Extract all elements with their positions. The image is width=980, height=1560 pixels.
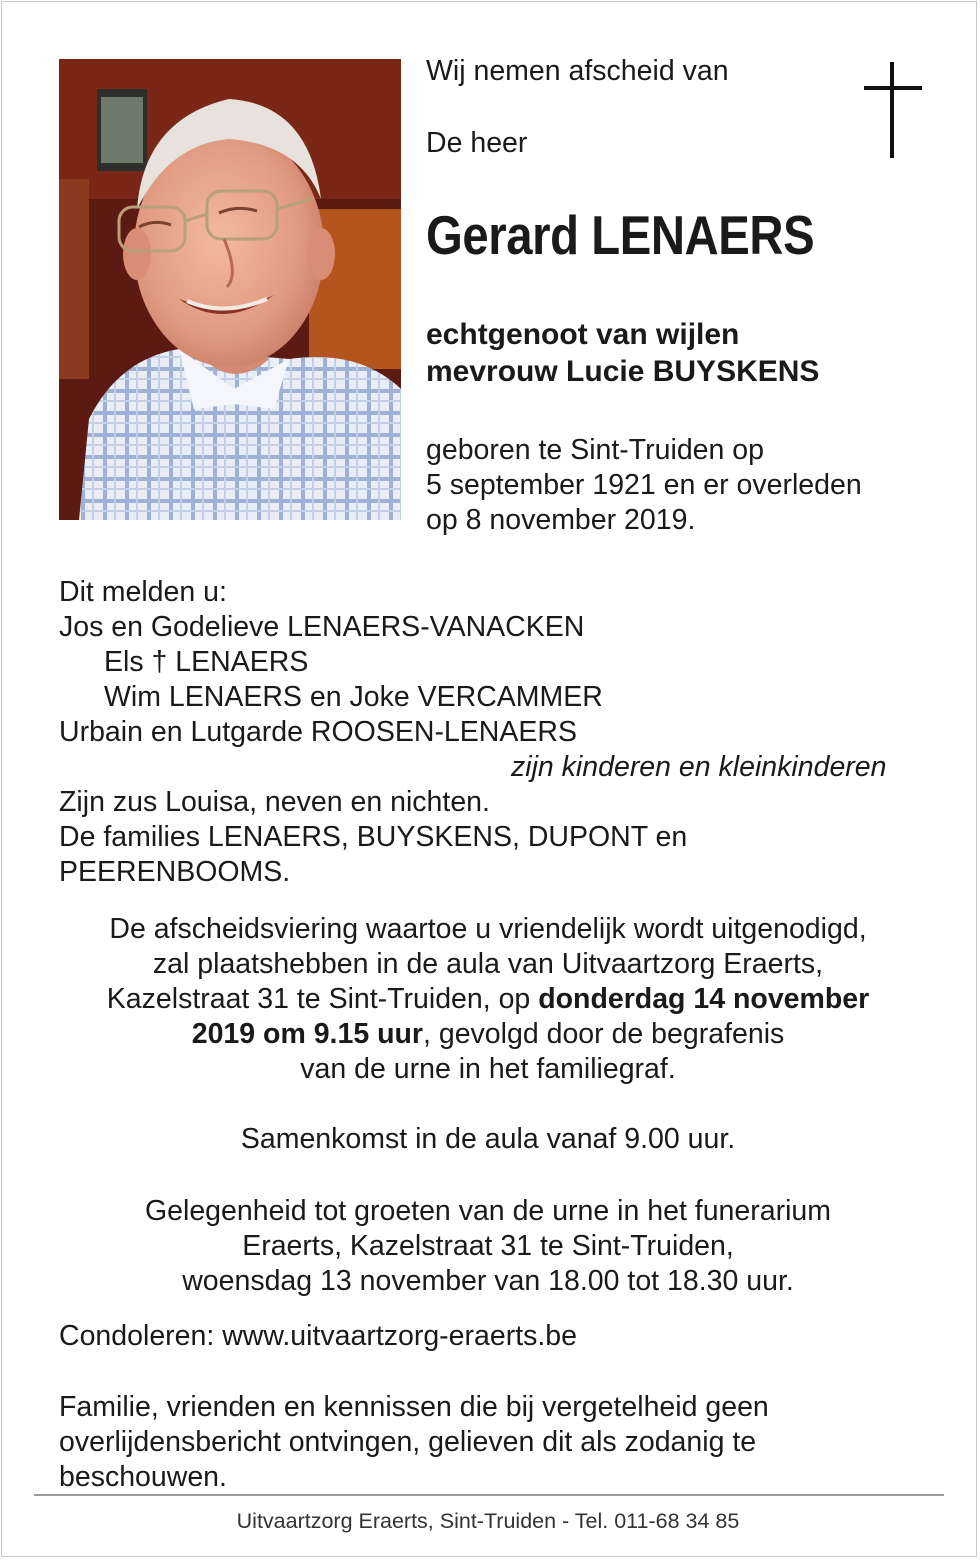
ceremony-time: 2019 om 9.15 uur — [191, 1018, 424, 1050]
latin-cross-icon — [864, 62, 922, 158]
greeting-line-3: woensdag 13 november van 18.00 tot 18.30 uur. — [182, 1265, 794, 1297]
born-line-1: geboren te Sint-Truiden op — [426, 434, 764, 466]
intro-text: Wij nemen afscheid van — [426, 55, 729, 87]
spouse-line-1: echtgenoot van wijlen — [426, 318, 740, 351]
ceremony-line-2: zal plaatshebben in de aula van Uitvaartzorg Eraerts, — [152, 948, 824, 980]
footer-divider — [34, 1494, 944, 1496]
relative-line: Jos en Godelieve LENAERS-VANACKEN — [59, 611, 585, 643]
announcement-intro: Dit melden u: — [59, 576, 227, 608]
birth-death-info — [426, 433, 862, 538]
ceremony-line-4: 2019 om 9.15 uur, gevolgd door de begrafenis — [191, 1018, 785, 1050]
born-line-3: op 8 november 2019. — [426, 504, 696, 536]
greeting-line-1: Gelegenheid tot groeten van de urne in het funerarium — [144, 1195, 832, 1227]
children-label: zijn kinderen en kleinkinderen — [511, 751, 887, 783]
relative-line: Wim LENAERS en Joke VERCAMMER — [104, 681, 603, 713]
funeral-home-footer: Uitvaartzorg Eraerts, Sint-Truiden - Tel. 011-68 34 85 — [236, 1509, 740, 1533]
family-notice-line-2: overlijdensbericht ontvingen, gelieven dit als zodanig te — [59, 1426, 757, 1458]
families-line-2: PEERENBOOMS. — [59, 856, 291, 888]
ceremony-date: donderdag 14 november — [538, 983, 870, 1015]
condolences-url[interactable]: Condoleren: www.uitvaartzorg-eraerts.be — [59, 1320, 577, 1352]
greeting-line-2: Eraerts, Kazelstraat 31 te Sint-Truiden, — [242, 1230, 734, 1262]
family-notice-line-3: beschouwen. — [59, 1461, 227, 1493]
greeting-info — [40, 1194, 936, 1299]
sister-line: Zijn zus Louisa, neven en nichten. — [59, 786, 490, 818]
honorific: De heer — [426, 127, 528, 159]
ceremony-line-5: van de urne in het familiegraf. — [300, 1053, 676, 1085]
born-line-2: 5 september 1921 en er overleden — [426, 469, 862, 501]
ceremony-line-3: Kazelstraat 31 te Sint-Truiden, op donderdag 14 november — [106, 983, 870, 1015]
spouse-info — [426, 316, 819, 390]
relative-line: Urbain en Lutgarde ROOSEN-LENAERS — [59, 716, 577, 748]
families-line-1: De families LENAERS, BUYSKENS, DUPONT en — [59, 821, 688, 853]
deceased-name: Gerard LENAERS — [426, 204, 815, 266]
announcement — [59, 575, 887, 890]
meeting-info: Samenkomst in de aula vanaf 9.00 uur. — [240, 1123, 736, 1155]
spouse-line-2: mevrouw Lucie BUYSKENS — [426, 355, 820, 388]
ceremony-line-1: De afscheidsviering waartoe u vriendelijk wordt uitgenodigd, — [109, 913, 867, 945]
family-notice-line-1: Familie, vrienden en kennissen die bij vergetelheid geen — [59, 1391, 769, 1423]
ceremony-info — [40, 912, 936, 1087]
family-notice — [59, 1390, 769, 1495]
portrait-photo — [59, 59, 401, 520]
relative-line: Els † LENAERS — [104, 646, 309, 678]
